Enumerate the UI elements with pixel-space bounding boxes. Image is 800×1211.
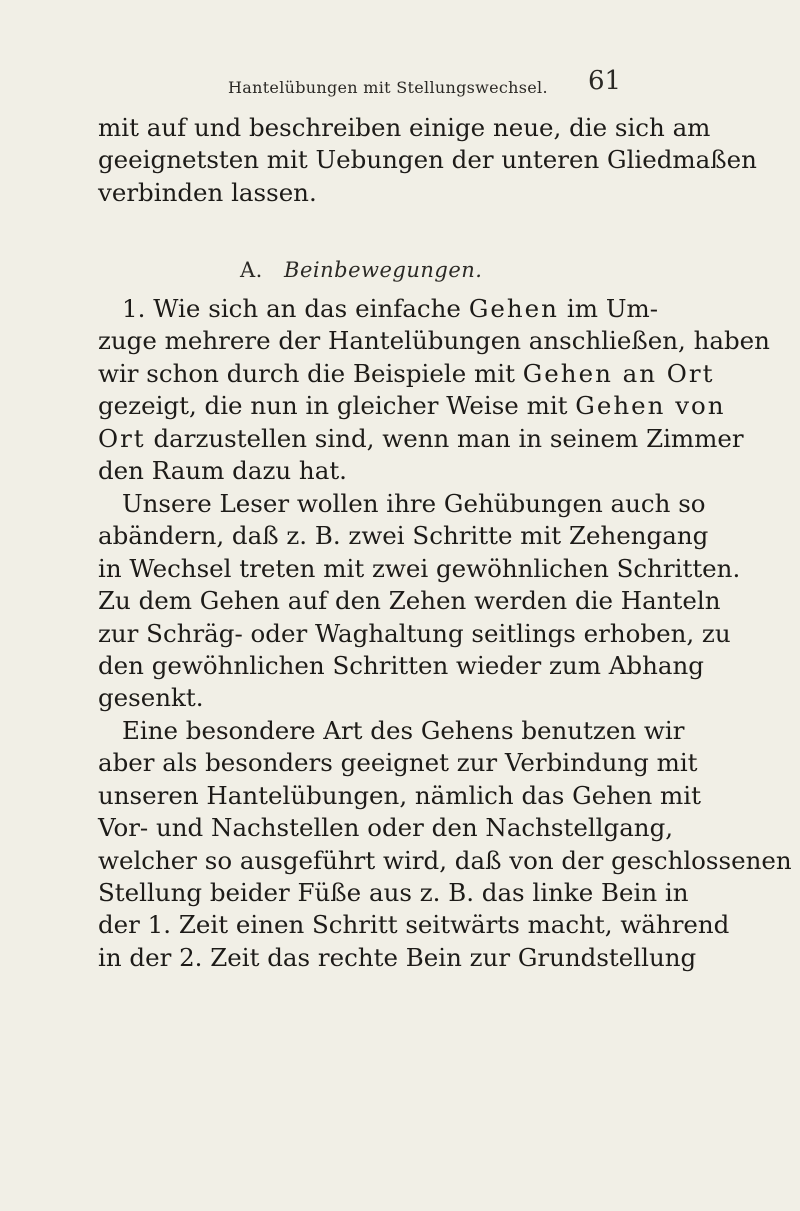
- text-line: Unsere Leser wollen ihre Gehübungen auch so: [122, 489, 706, 518]
- text-line: aber als besonders geeignet zur Verbindung mit: [98, 748, 698, 778]
- text-line: in der 2. Zeit das rechte Bein zur Grundstellung: [98, 942, 697, 972]
- emphasis: Gehen an Ort: [522, 358, 715, 388]
- text-line: abändern, daß z. B. zwei Schritte mit Zehengang: [98, 521, 709, 551]
- text-line: 1. Wie sich an das einfache Gehen im Um-: [122, 294, 658, 323]
- paragraph-3: [98, 715, 792, 974]
- running-head: Hantelübungen mit Stellungswechsel.: [228, 78, 548, 97]
- emphasis: Gehen: [468, 294, 559, 323]
- text-line: gesenkt.: [98, 683, 204, 713]
- paragraph-2: [98, 488, 741, 715]
- text-line: unseren Hantelübungen, nämlich das Gehen mit: [98, 780, 701, 810]
- text-line: Ort darzustellen sind, wenn man in seinem Zimmer: [98, 423, 744, 453]
- section-label: A.: [240, 258, 263, 282]
- text-line: der 1. Zeit einen Schritt seitwärts macht, während: [98, 910, 730, 940]
- section-title: Beinbewegungen.: [284, 258, 483, 282]
- text-line: Vor- und Nachstellen oder den Nachstellgang,: [98, 813, 674, 843]
- text-line: gezeigt, die nun in gleicher Weise mit Gehen von: [98, 391, 726, 421]
- page-number: 61: [588, 66, 622, 96]
- emphasis: Gehen von: [575, 391, 726, 421]
- intro-paragraph: [98, 112, 757, 209]
- text-line: geeignetsten mit Uebungen der unteren Gliedmaßen: [98, 145, 757, 175]
- section-heading: [240, 258, 482, 282]
- text-line: Eine besondere Art des Gehens benutzen wir: [122, 716, 685, 745]
- text-line: welcher so ausgeführt wird, daß von der geschlossenen: [98, 845, 792, 875]
- emphasis: Ort: [98, 423, 146, 453]
- text-line: den Raum dazu hat.: [98, 456, 347, 486]
- text-line: Stellung beider Füße aus z. B. das linke Bein in: [98, 878, 689, 908]
- text-line: zur Schräg- oder Waghaltung seitlings erhoben, zu: [98, 618, 731, 648]
- text-line: in Wechsel treten mit zwei gewöhnlichen Schritten.: [98, 553, 741, 583]
- paragraph-1: [98, 293, 770, 487]
- text-line: den gewöhnlichen Schritten wieder zum Abhang: [98, 651, 704, 681]
- text-line: Zu dem Gehen auf den Zehen werden die Hanteln: [98, 586, 721, 616]
- text-line: verbinden lassen.: [98, 177, 317, 207]
- text-line: wir schon durch die Beispiele mit Gehen an Ort: [98, 358, 715, 388]
- text-line: zuge mehrere der Hantelübungen anschließen, haben: [98, 326, 770, 356]
- text-line: mit auf und beschreiben einige neue, die sich am: [98, 113, 711, 142]
